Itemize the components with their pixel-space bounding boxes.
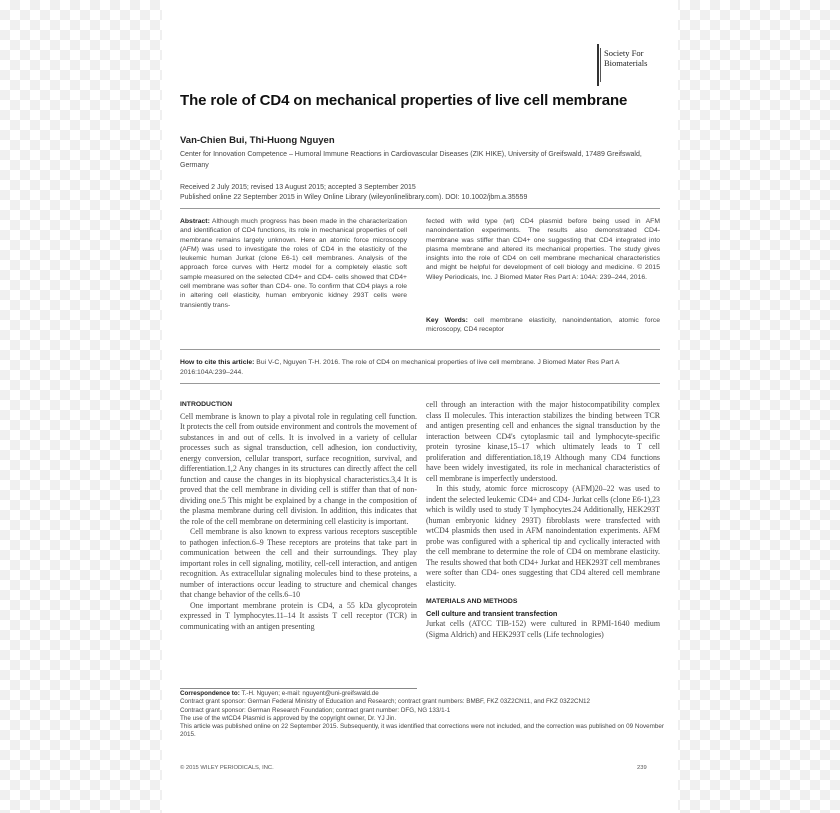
intro-paragraph-2: Cell membrane is also known to express various receptors susceptible to pathogen infection.6–9 These receptors are proteins that take part in communication between the cell and their surroundings. They play important roles in cell signaling, motility, cell-cell interaction, and antigen recognition. As extracellular signaling molecules bind to these proteins, a number of interactions occur leading to structure and chemical changes that change behavior of the cells.6–10: [180, 527, 417, 599]
abstract-divider: [180, 208, 660, 209]
methods-subheading: Cell culture and transient transfection: [426, 608, 558, 618]
intro-paragraph-3: One important membrane protein is CD4, a 55 kDa glycoprotein expressed in T lymphocytes.11–14 It assists T cell receptor (TCR) in communicating with an antigen presenting: [180, 600, 417, 631]
methods-paragraph-1: Jurkat cells (ATCC TIB-152) were cultured in RPMI-1640 medium (Sigma Aldrich) and HEK293T cells (Life technologies): [426, 619, 660, 639]
body-column-right: [426, 400, 660, 640]
how-to-cite: [180, 358, 660, 377]
publication-note: This article was published online on 22 September 2015. Subsequently, it was identified that corrections were not included, and the correction was published on 09 November 2015.: [180, 723, 664, 739]
citation-divider-bottom: [180, 383, 660, 384]
citation-divider-top: [180, 349, 660, 350]
plasmid-use-note: The use of the wtCD4 Plasmid is approved by the copyright owner, Dr. YJ Jin.: [180, 714, 397, 722]
abstract-left-column: [180, 217, 407, 310]
footnote-divider: [180, 688, 417, 689]
author-affiliation: Center for Innovation Competence – Humoral Immune Reactions in Cardiovascular Diseases (ZIK HIKE), University of Greifswald, 17489 Greifswald, Germany: [180, 151, 642, 169]
intro-paragraph-1: Cell membrane is known to play a pivotal role in regulating cell function. It protects the cell from outside environment and controls the movement of substances in and out of cells. It is involved in a variety of cellular processes such as signal transduction, cell adhesion, ion conductivity, energy conversion, cellular transport, surface recognition, survival, and differentiation.1,2 Any changes in its structures can directly affect the cell function and cause the changes in its biophysical characteristics.3,4 It is proved that the cell membrane in dividing cell is stiffer than that of non-dividing one.5 This might be explained by a change in the composition of the plasma membrane during cell division. In addition, this indicates that the role of the cell membrane on determining cell elasticity is important.: [180, 411, 417, 526]
published-online: Published online 22 September 2015 in Wiley Online Library (wileyonlinelibrary.com). DOI: 10.1002/jbm.a.35559: [180, 194, 528, 201]
footnotes: [180, 690, 665, 740]
journal-page: [162, 0, 678, 813]
keywords-text: cell membrane elasticity, nanoindentation, atomic force microscopy, CD4 receptor: [426, 317, 660, 334]
introduction-heading: INTRODUCTION: [180, 401, 233, 408]
abstract-label: Abstract:: [180, 218, 210, 225]
society-logo-text: Society For Biomaterials: [604, 48, 648, 68]
correspondence-note: [180, 690, 665, 698]
society-logo-mark: [597, 44, 599, 86]
intro-paragraph-4: cell through an interaction with the major histocompatibility complex class II molecules. This interaction stabilizes the binding between TCR and antigen presenting cell and enhances the signal transduction by the interaction between CD4's cytoplasmic tail and lymphocyte-specific protein tyrosine kinase,15–17 which ultimately leads to T cell proliferation and differentiation.18,19 Although many CD4 functions have been widely investigated, its role in mechanical characteristics of cell membrane is imperfectly understood.: [426, 400, 660, 483]
article-authors: Van-Chien Bui, Thi-Huong Nguyen: [180, 135, 335, 146]
correspondence-label: Correspondence to:: [180, 690, 240, 697]
cite-label: How to cite this article:: [180, 359, 255, 366]
publication-history: [180, 183, 660, 203]
copyright-footer: © 2015 WILEY PERIODICALS, INC.: [180, 765, 274, 771]
keywords: [426, 316, 660, 335]
grant-sponsor-1: Contract grant sponsor: German Federal Ministry of Education and Research; contract grant numbers: BMBF, FKZ 03Z2CN11, and FKZ 03Z2CN12: [180, 698, 591, 706]
page-number: 239: [637, 765, 647, 771]
abstract-right-column: fected with wild type (wt) CD4 plasmid before being used in AFM nanoindentation experiments. The results also demonstrated CD4- membrane was stiffer than CD4+ one suggesting that CD4 integrated into plasma membrane and altered its mechanical properties. The study gives insights into the role of CD4 on cell membrane mechanical characteristics and might be helpful for development of cell biology and medicine. © 2015 Wiley Periodicals, Inc. J Biomed Mater Res Part A: 104A: 239–244, 2016.: [426, 218, 660, 281]
society-logo-mark-thin: [600, 48, 601, 82]
correspondence-text: T.-H. Nguyen; e-mail: nguyent@uni-greifswald.de: [241, 690, 379, 697]
keywords-label: Key Words:: [426, 317, 468, 324]
intro-paragraph-5: In this study, atomic force microscopy (AFM)20–22 was used to indent the selected leukemic CD4+ and CD4- Jurkat cells (clone E6-1),23 which is wildly used to study T lymphocytes.24 Additionally, HEK293T (human embryonic kidney 293T) fibroblasts were transfected with wtCD4 plasmids then used in AFM nanoindentation experiments. AFM probe was configured with a spherical tip and cyclically interacted with the cell membrane to determine the role of CD4 on membrane elasticity. The results showed that both CD4+ Jurkat and HEK293T cell membranes were softer than CD4- ones suggesting that CD4 altered cell membrane elasticity.: [426, 484, 660, 588]
received-dates: Received 2 July 2015; revised 13 August 2015; accepted 3 September 2015: [180, 184, 416, 191]
cite-text: Bui V-C, Nguyen T-H. 2016. The role of CD4 on mechanical properties of live cell membrane. J Biomed Mater Res Part A 2016:104A:239–244.: [180, 359, 620, 376]
grant-sponsor-2: Contract grant sponsor: German Research Foundation; contract grant number: DFG, NG 133/1-1: [180, 706, 451, 714]
abstract-text-left: Although much progress has been made in the characterization and identification of CD4 functions, its role in mechanical properties of cell membrane remains largely unknown. Here an atomic force microscopy (AFM) was used to investigate the roles of CD4 in the elasticity of the leukemic human Jurkat (clone E6-1) cell membranes. Analysis of the approach force curves with Hertz model for a completely elastic soft sample measured on the selected CD4+ and CD4- cells showed that CD4+ cell membrane was softer than CD4- one. To confirm that CD4 plays a role in altering cell elasticity, human embryonic kidney 293T cells were transiently trans-: [180, 218, 408, 309]
methods-heading: MATERIALS AND METHODS: [426, 598, 518, 605]
body-column-left: [180, 400, 417, 632]
article-title: The role of CD4 on mechanical properties of live cell membrane: [180, 92, 628, 109]
